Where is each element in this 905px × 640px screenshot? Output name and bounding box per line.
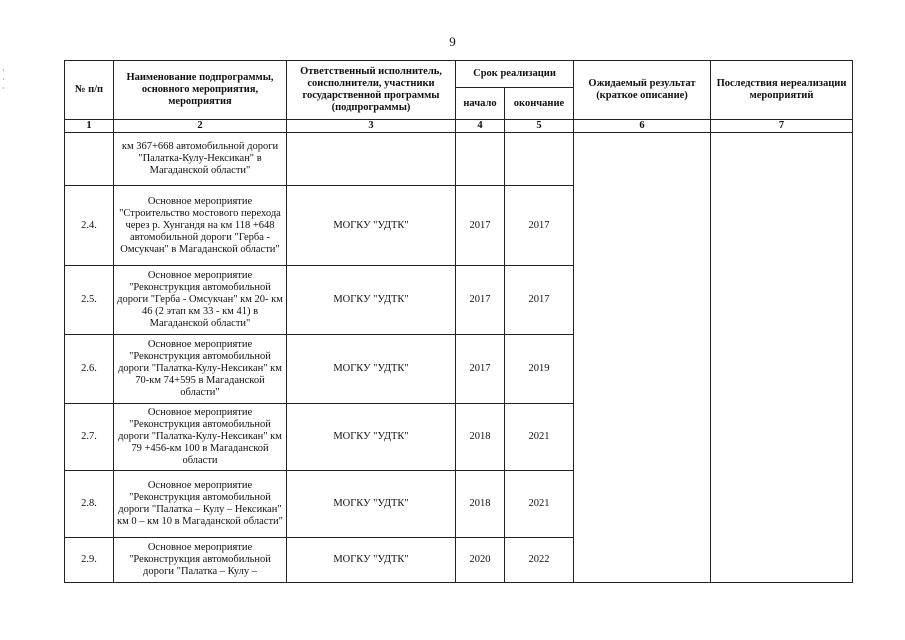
row-end: 2017 <box>505 266 574 335</box>
row-start: 2018 <box>456 471 505 538</box>
row-executor: МОГКУ "УДТК" <box>287 538 456 583</box>
row-start: 2017 <box>456 186 505 266</box>
row-name: Основное мероприятие "Реконструкция автомобильной дороги "Палатка – Кулу – <box>114 538 287 583</box>
result-cell <box>574 133 711 583</box>
row-start: 2017 <box>456 266 505 335</box>
row-start: 2020 <box>456 538 505 583</box>
column-number: 5 <box>505 120 574 133</box>
row-start: 2017 <box>456 335 505 404</box>
header-name: Наименование подпрограммы, основного мероприятия, мероприятия <box>114 61 287 120</box>
row-end <box>505 133 574 186</box>
column-number: 6 <box>574 120 711 133</box>
row-num: 2.4. <box>65 186 114 266</box>
table-row <box>65 133 853 186</box>
row-num <box>65 133 114 186</box>
row-end: 2019 <box>505 335 574 404</box>
column-number-row <box>65 120 853 133</box>
header-num: № п/п <box>65 61 114 120</box>
row-executor: МОГКУ "УДТК" <box>287 404 456 471</box>
row-end: 2017 <box>505 186 574 266</box>
header-result: Ожидаемый результат (краткое описание) <box>574 61 711 120</box>
row-executor: МОГКУ "УДТК" <box>287 471 456 538</box>
row-name: км 367+668 автомобильной дороги "Палатка-Кулу-Нексикан" в Магаданской области" <box>114 133 287 186</box>
row-start: 2018 <box>456 404 505 471</box>
header-consequences: Последствия нереализации мероприятий <box>711 61 853 120</box>
row-start <box>456 133 505 186</box>
column-number: 2 <box>114 120 287 133</box>
header-term: Срок реализации <box>456 61 574 88</box>
page-number: 9 <box>449 34 456 49</box>
header-row-1 <box>65 61 853 88</box>
row-name: Основное мероприятие "Реконструкция автомобильной дороги "Палатка-Кулу-Нексикан" км 70-км 74+595 в Магаданской области" <box>114 335 287 404</box>
row-end: 2021 <box>505 471 574 538</box>
header-start: начало <box>456 88 505 120</box>
row-num: 2.7. <box>65 404 114 471</box>
row-num: 2.8. <box>65 471 114 538</box>
header-executor: Ответственный исполнитель, соисполнители, участники государственной программы (подпрограммы) <box>287 61 456 120</box>
header-end: окончание <box>505 88 574 120</box>
row-name: Основное мероприятие "Реконструкция автомобильной дороги "Палатка – Кулу – Нексикан" км 0 – км 10 в Магаданской области" <box>114 471 287 538</box>
program-table <box>64 60 853 583</box>
row-num: 2.6. <box>65 335 114 404</box>
row-executor: МОГКУ "УДТК" <box>287 266 456 335</box>
column-number: 3 <box>287 120 456 133</box>
margin-mark: · · · <box>2 66 5 93</box>
column-number: 4 <box>456 120 505 133</box>
row-executor: МОГКУ "УДТК" <box>287 335 456 404</box>
row-name: Основное мероприятие "Реконструкция автомобильной дороги "Герба - Омсукчан" км 20- км 46 (2 этап км 33 - км 41) в Магаданской области" <box>114 266 287 335</box>
row-executor: МОГКУ "УДТК" <box>287 186 456 266</box>
row-name: Основное мероприятие "Реконструкция автомобильной дороги "Палатка-Кулу-Нексикан" км 79 +456-км 100 в Магаданской области <box>114 404 287 471</box>
row-num: 2.9. <box>65 538 114 583</box>
row-executor <box>287 133 456 186</box>
row-end: 2021 <box>505 404 574 471</box>
row-num: 2.5. <box>65 266 114 335</box>
consequences-cell <box>711 133 853 583</box>
column-number: 7 <box>711 120 853 133</box>
row-end: 2022 <box>505 538 574 583</box>
row-name: Основное мероприятие "Строительство мостового перехода через р. Хунгандя на км 118 +648 автомобильной дороги "Герба - Омсукчан" в Магаданской области" <box>114 186 287 266</box>
column-number: 1 <box>65 120 114 133</box>
